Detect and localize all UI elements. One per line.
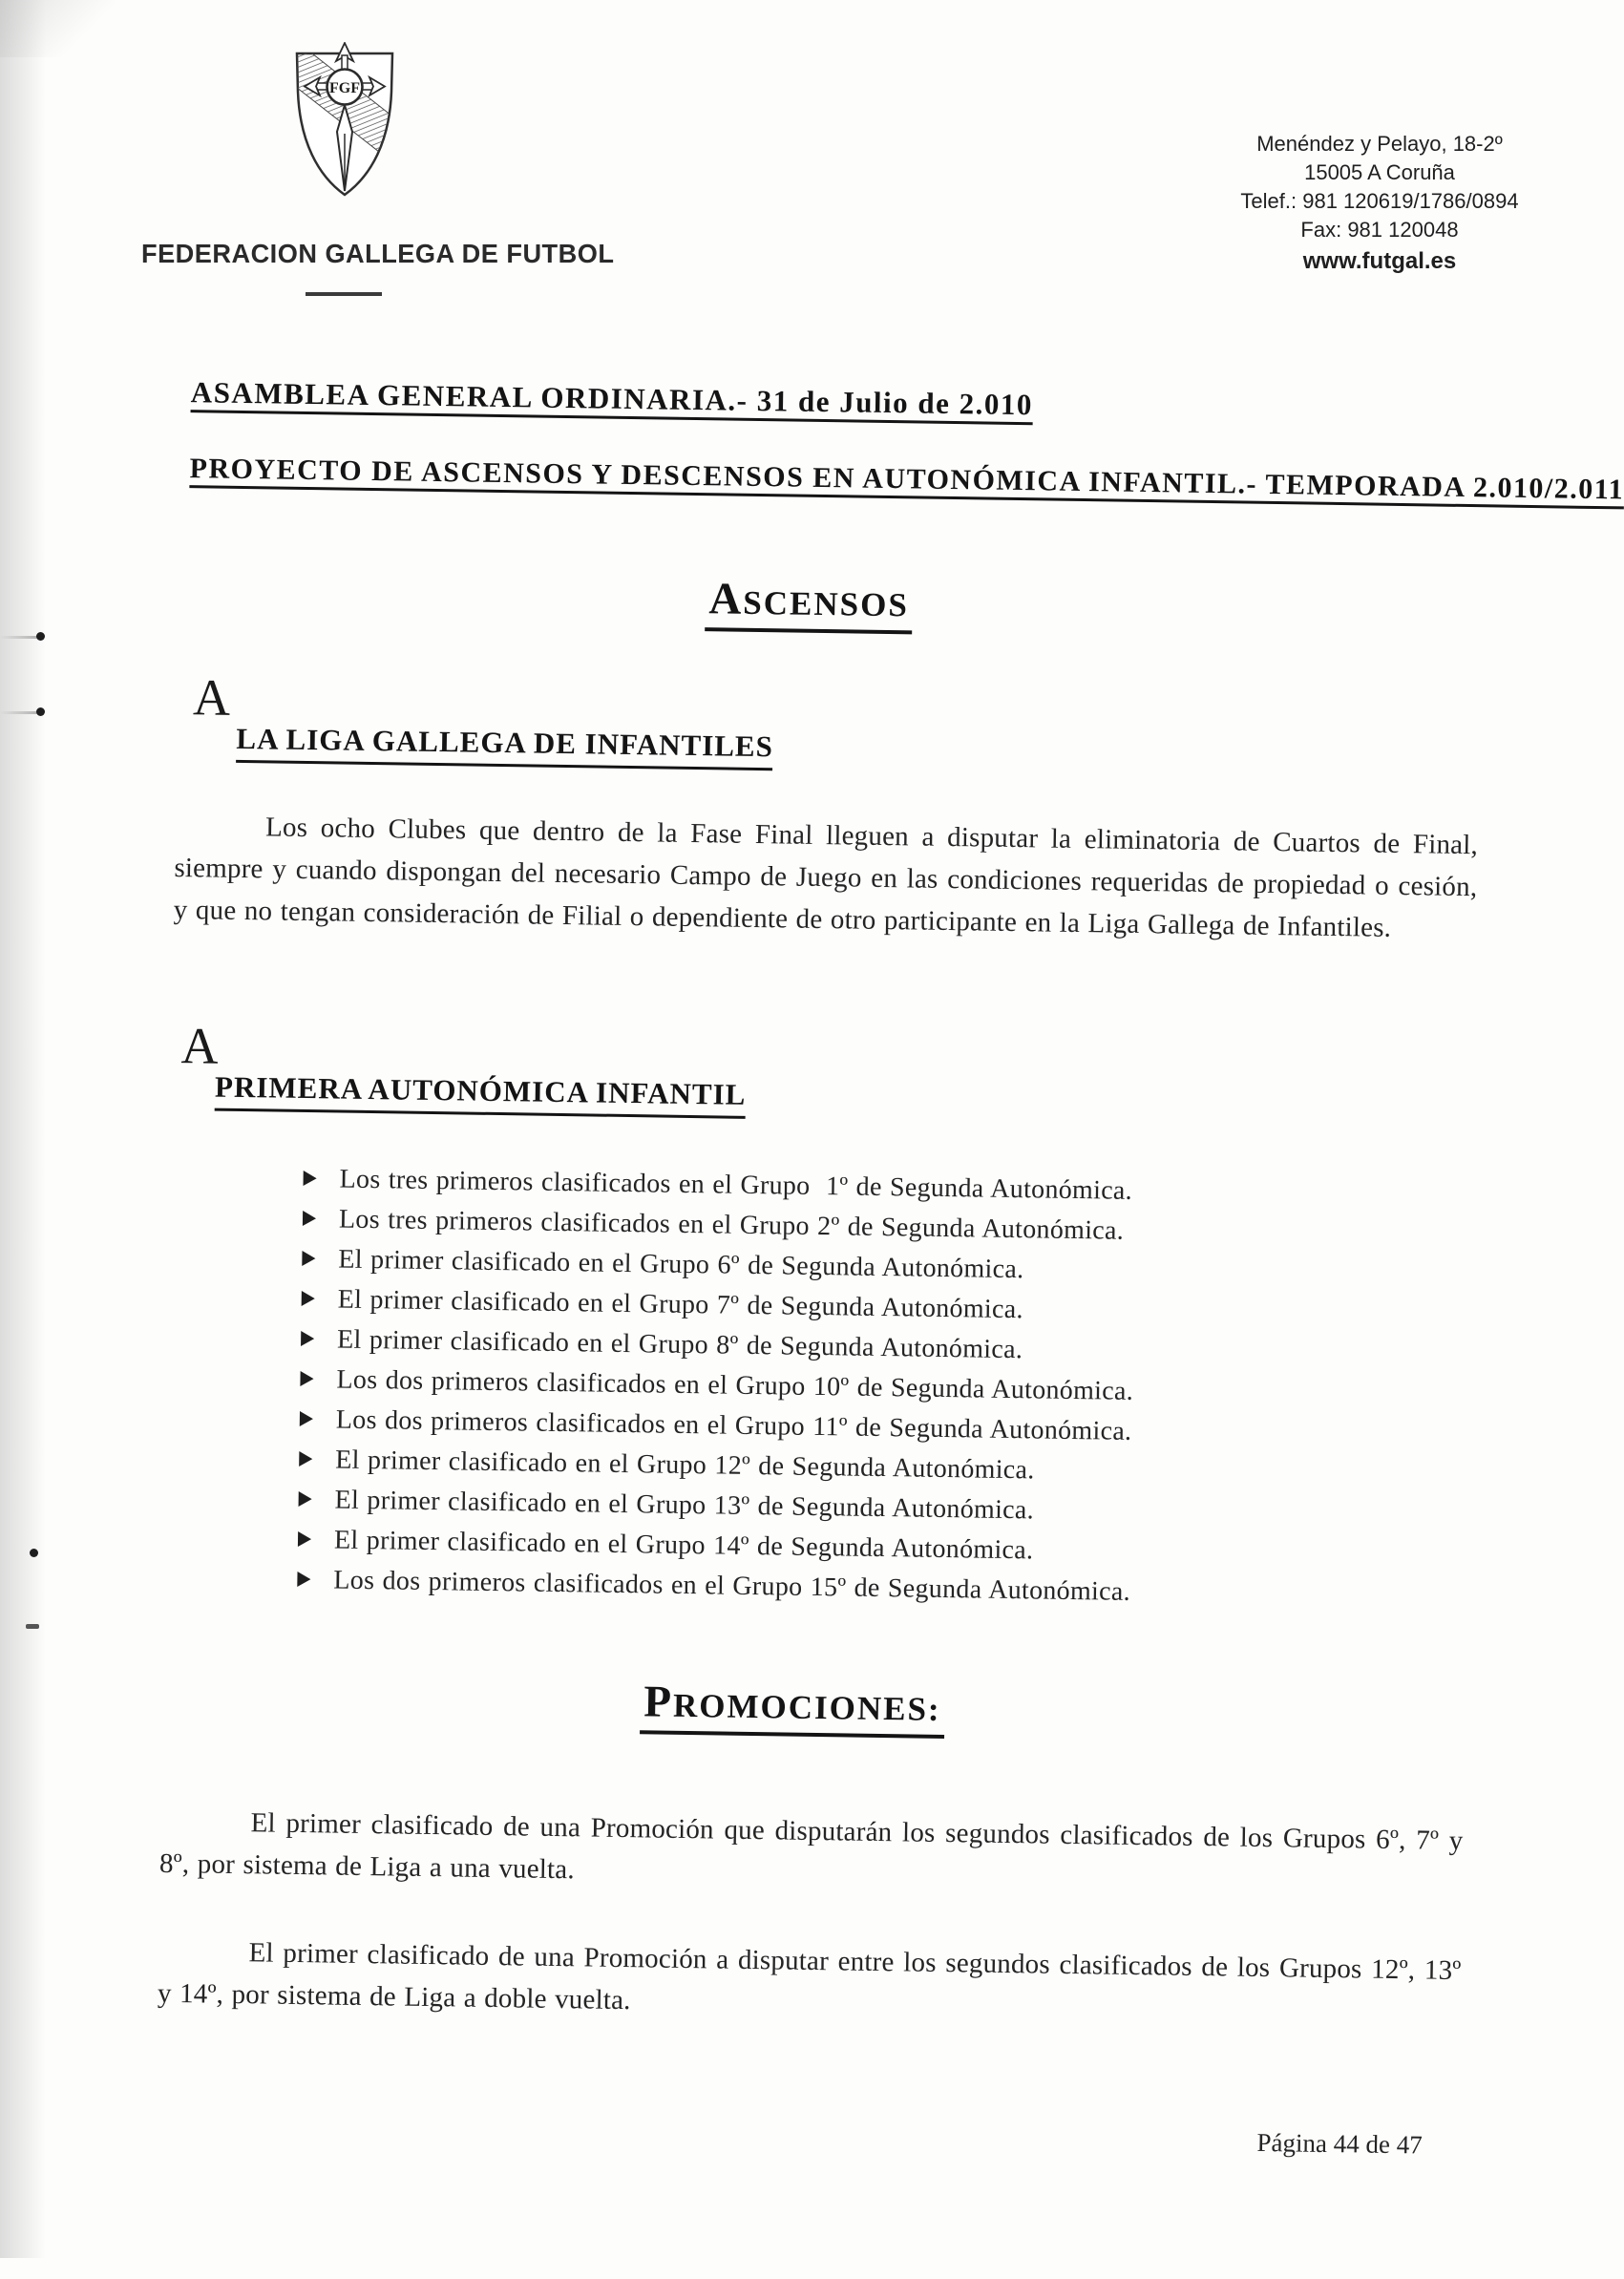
list-item bbox=[303, 1203, 1429, 1252]
list-item bbox=[300, 1363, 1426, 1412]
list-item-text: Los dos primeros clasificados en el Grupo 11º de Segunda Autonómica. bbox=[335, 1404, 1132, 1446]
heading-rest: SCENSOS bbox=[743, 583, 910, 624]
list-item-text: Los dos primeros clasificados en el Grupo 10º de Segunda Autonómica. bbox=[336, 1364, 1134, 1406]
organization-name: FEDERACION GALLEGA DE FUTBOL bbox=[141, 239, 615, 268]
promociones-paragraph: El primer clasificado de una Promoción que disputarán los segundos clasificados de los Grupos 6º, 7º y 8º, por sistema de Liga a una vuelta. bbox=[158, 1807, 1464, 1886]
triangle-bullet-icon bbox=[299, 1491, 312, 1507]
section-marker: A bbox=[180, 1017, 220, 1075]
list-item-text: El primer clasificado en el Grupo 13º de Segunda Autonómica. bbox=[334, 1485, 1035, 1526]
list-item-text: El primer clasificado en el Grupo 6º de Segunda Autonómica. bbox=[338, 1244, 1024, 1285]
project-title: PROYECTO DE ASCENSOS Y DESCENSOS EN AUTONÓMICA INFANTIL.- TEMPORADA 2.010/2.011 bbox=[189, 453, 1624, 506]
list-item-text: Los dos primeros clasificados en el Grupo 15º de Segunda Autonómica. bbox=[333, 1565, 1131, 1607]
heading-initial: A bbox=[708, 574, 744, 624]
list-item-text: Los tres primeros clasificados en el Grupo 1º de Segunda Autonómica. bbox=[339, 1164, 1133, 1206]
list-item bbox=[302, 1283, 1428, 1332]
address-line: Menéndez y Pelayo, 18-2º bbox=[1256, 132, 1503, 156]
section-title-liga-gallega: LA LIGA GALLEGA DE INFANTILES bbox=[236, 722, 773, 770]
list-item-text: El primer clasificado en el Grupo 12º de Segunda Autonómica. bbox=[335, 1445, 1035, 1486]
triangle-bullet-icon bbox=[303, 1211, 316, 1226]
list-item bbox=[302, 1243, 1428, 1292]
list-item bbox=[298, 1524, 1424, 1572]
triangle-bullet-icon bbox=[302, 1251, 315, 1266]
section-title-primera-autonomica: PRIMERA AUTONÓMICA INFANTIL bbox=[215, 1070, 747, 1119]
list-item-text: Los tres primeros clasificados en el Grupo 2º de Segunda Autonómica. bbox=[338, 1204, 1125, 1246]
triangle-bullet-icon bbox=[300, 1371, 313, 1386]
website-url: www.futgal.es bbox=[1302, 248, 1457, 274]
promotion-criteria-list bbox=[297, 1163, 1430, 1620]
assembly-title: ASAMBLEA GENERAL ORDINARIA.- 31 de Julio de 2.010 bbox=[190, 375, 1034, 422]
triangle-bullet-icon bbox=[297, 1572, 310, 1587]
heading-rest: ROMOCIONES: bbox=[672, 1686, 941, 1728]
list-item bbox=[298, 1484, 1424, 1532]
triangle-bullet-icon bbox=[304, 1171, 317, 1186]
address-line: 15005 A Coruña bbox=[1304, 160, 1455, 184]
promociones-paragraph: El primer clasificado de una Promoción a disputar entre los segundos clasificados de los Grupos 12º, 13º y 14º, por sistema de Liga a doble vuelta. bbox=[157, 1937, 1462, 2016]
crest-letters: FGF bbox=[329, 80, 360, 96]
list-item bbox=[297, 1564, 1424, 1613]
triangle-bullet-icon bbox=[298, 1531, 311, 1547]
triangle-bullet-icon bbox=[302, 1291, 315, 1306]
liga-gallega-paragraph: Los ocho Clubes que dentro de la Fase Final lleguen a disputar la eliminatoria de Cuartos de Final, siempre y cuando dispongan del necesario Campo de Juego en las condiciones requeridas de propiedad o cesión, y que no tengan consideración de Filial o dependiente de otro participante en la Liga Gallega de Infantiles. bbox=[173, 812, 1479, 943]
heading-initial: P bbox=[643, 1677, 674, 1727]
ascensos-heading bbox=[0, 562, 1621, 644]
triangle-bullet-icon bbox=[300, 1411, 313, 1426]
list-item-text: El primer clasificado en el Grupo 14º de Segunda Autonómica. bbox=[333, 1525, 1034, 1566]
triangle-bullet-icon bbox=[299, 1451, 312, 1467]
list-item bbox=[303, 1163, 1429, 1212]
list-item-text: El primer clasificado en el Grupo 8º de Segunda Autonómica. bbox=[336, 1324, 1023, 1365]
list-item-text: El primer clasificado en el Grupo 7º de Segunda Autonómica. bbox=[337, 1284, 1023, 1325]
list-item bbox=[300, 1403, 1426, 1452]
address-line: Fax: 981 120048 bbox=[1300, 218, 1459, 242]
section-marker: A bbox=[192, 668, 231, 727]
promociones-heading bbox=[0, 1666, 1605, 1748]
page-number: Página 44 de 47 bbox=[1256, 2127, 1423, 2160]
list-item bbox=[299, 1444, 1425, 1492]
triangle-bullet-icon bbox=[301, 1331, 314, 1346]
list-item bbox=[301, 1323, 1427, 1372]
address-line: Telef.: 981 120619/1786/0894 bbox=[1240, 189, 1519, 213]
